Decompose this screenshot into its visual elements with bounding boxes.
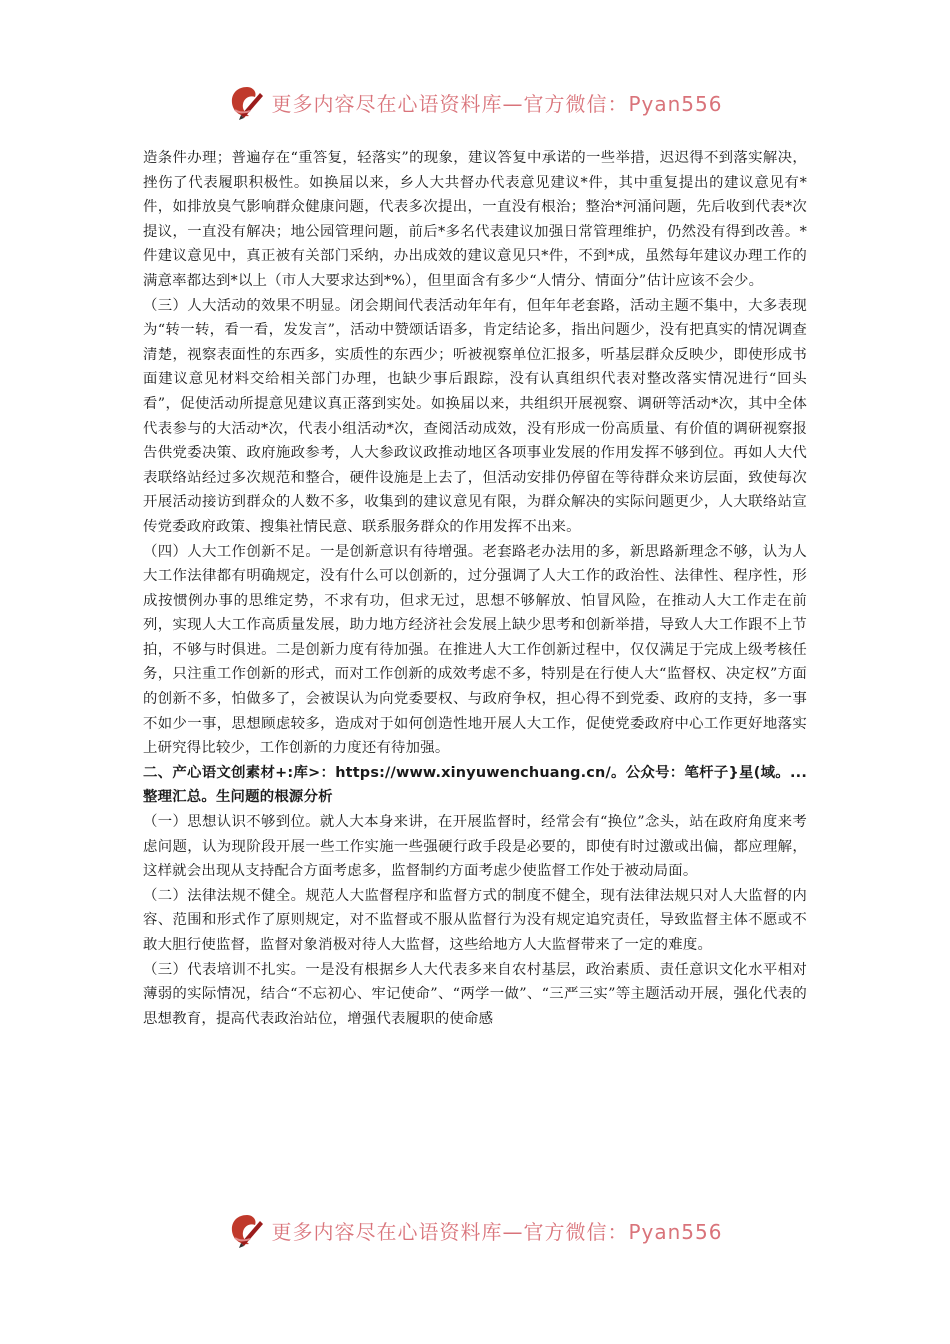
- paragraph: （四）人大工作创新不足。一是创新意识有待增强。老套路老办法用的多，新思路新理念不够，认为人大工作法律都有明确规定，没有什么可以创新的，过分强调了人大工作的政治性、法律性、程序性，形成按惯例办事的思维定势，不求有功，但求无过，思想不够解放、怕冒风险，在推动人大工作走在前列，实现人大工作高质量发展，助力地方经济社会发展上缺少思考和创新举措，导致人大工作跟不上节拍，不够与时俱进。二是创新力度有待加强。在推进人大工作创新过程中，仅仅满足于完成上级考核任务，只注重工作创新的形式，而对工作创新的成效考虑不多，特别是在行使人大“监督权、决定权”方面的创新不多，怕做多了，会被误认为向党委要权、与政府争权，担心得不到党委、政府的支持，多一事不如少一事，思想顾虑较多，造成对于如何创造性地开展人大工作，促使党委政府中心工作更好地落实上研究得比较少，工作创新的力度还有待加强。: [143, 543, 807, 757]
- paragraph: （一）思想认识不够到位。就人大本身来讲，在开展监督时，经常会有“换位”念头，站在政府角度来考虑问题，认为现阶段开展一些工作实施一些强硬行政手段是必要的，即使有时过激或出偏，都应理解，这样就会出现从支持配合方面考虑多，监督制约方面考虑少使监督工作处于被动局面。: [143, 814, 807, 880]
- watermark-text: 更多内容尽在心语资料库—官方微信：Pyan556: [271, 1219, 723, 1244]
- footer-watermark-banner: [0, 1208, 950, 1252]
- header-watermark-banner: [0, 80, 950, 124]
- document-body: [143, 146, 807, 1031]
- watermark-text: 更多内容尽在心语资料库—官方微信：Pyan556: [271, 91, 723, 116]
- paragraph: （三）人大活动的效果不明显。闭会期间代表活动年年有，但年年老套路，活动主题不集中，大多表现为“转一转，看一看，发发言”，活动中赞颂话语多，肯定结论多，指出问题少，没有把真实的情况调查清楚，视察表面性的东西多，实质性的东西少；听被视察单位汇报多，听基层群众反映少，即使形成书面建议意见材料交给相关部门办理，也缺少事后跟踪，没有认真组织代表对整改落实情况进行“回头看”，促使活动所提意见建议真正落到实处。如换届以来，共组织开展视察、调研等活动*次，其中全体代表参与的大活动*次，代表小组活动*次，查阅活动成效，没有形成一份高质量、有价值的调研视察报告供党委决策、政府施政参考，人大参政议政推动地区各项事业发展的作用发挥不够到位。再如人大代表联络站经过多次规范和整合，硬件设施是上去了，但活动安排仍停留在等待群众来访层面，致使每次开展活动接访到群众的人数不多，收集到的建议意见有限，为群众解决的实际问题更少，人大联络站宣传党委政府政策、搜集社情民意、联系服务群众的作用发挥不出来。: [143, 297, 807, 535]
- paragraph: （二）法律法规不健全。规范人大监督程序和监督方式的制度不健全，现有法律法规只对人大监督的内容、范围和形式作了原则规定，对不监督或不服从监督行为没有规定追究责任，导致监督主体不愿或不敢大胆行使监督，监督对象消极对待人大监督，这些给地方人大监督带来了一定的难度。: [143, 887, 807, 953]
- pen-logo-icon: [227, 1210, 267, 1250]
- paragraph: （三）代表培训不扎实。一是没有根据乡人大代表多来自农村基层，政治素质、责任意识文化水平相对薄弱的实际情况，结合“不忘初心、牢记使命”、“两学一做”、“三严三实”等主题活动开展，强化代表的思想教育，提高代表政治站位，增强代表履职的使命感: [143, 961, 807, 1027]
- section-heading: 二、产心语文创素材+:库>：https://www.xinyuwenchuang.cn/。公众号：笔杆子}星(域。...整理汇总。生问题的根源分析: [143, 764, 807, 806]
- paragraph: 造条件办理；普遍存在“重答复，轻落实”的现象，建议答复中承诺的一些举措，迟迟得不到落实解决，挫伤了代表履职积极性。如换届以来，乡人大共督办代表意见建议*件，其中重复提出的建议意见有*件，如排放臭气影响群众健康问题，代表多次提出，一直没有根治；整治*河涌问题，先后收到代表*次提议，一直没有解决；地公园管理问题，前后*多名代表建议加强日常管理维护，仍然没有得到改善。*件建议意见中，真正被有关部门采纳，办出成效的建议意见只*件，不到*成，虽然每年建议办理工作的满意率都达到*以上（市人大要求达到*%），但里面含有多少“人情分、情面分”估计应该不会少。: [143, 150, 807, 289]
- pen-logo-icon: [227, 82, 267, 122]
